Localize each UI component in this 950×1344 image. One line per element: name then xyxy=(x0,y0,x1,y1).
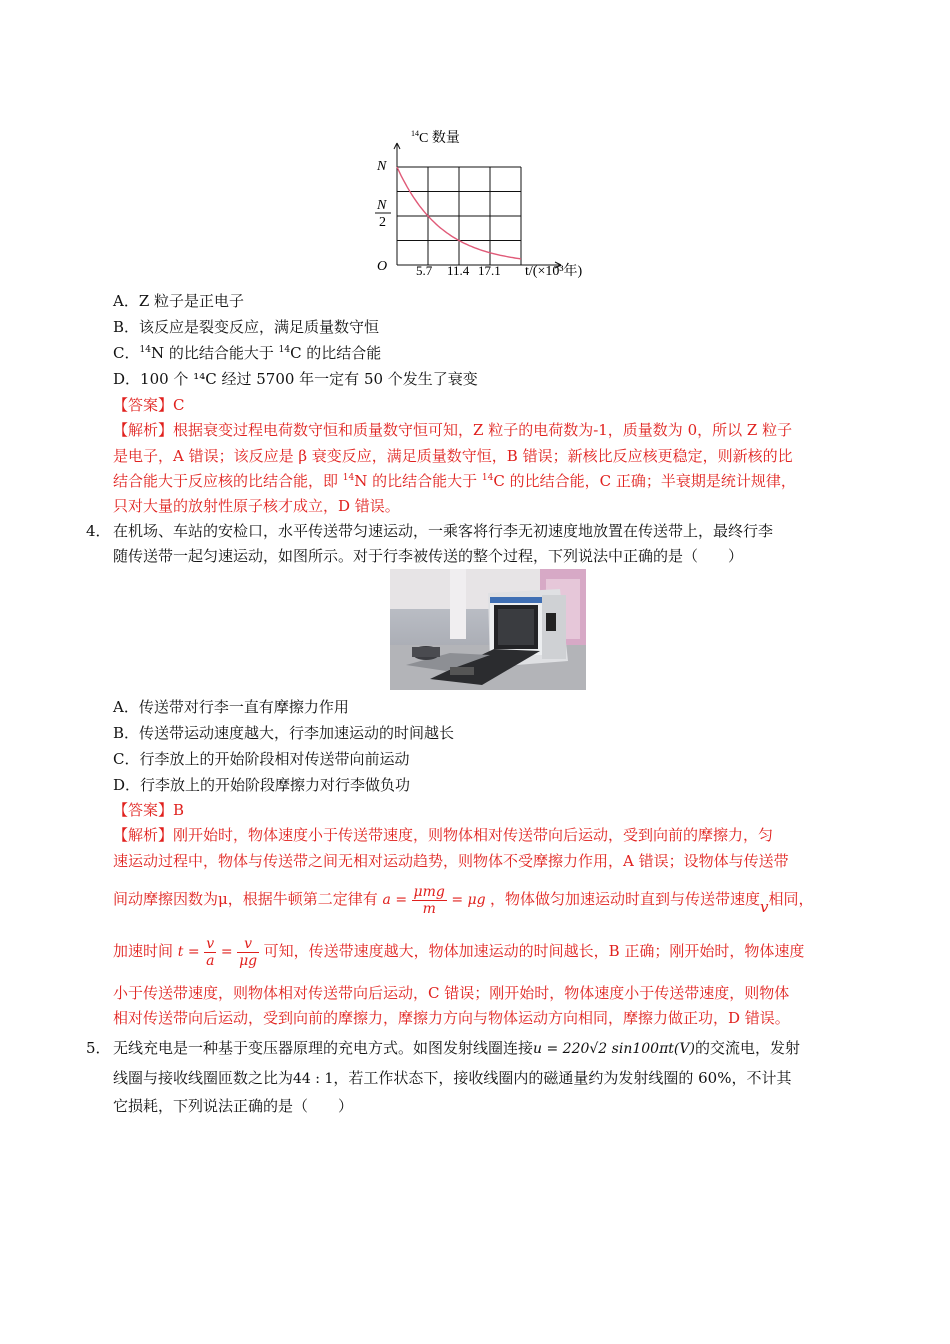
q4-option-d: D．行李放上的开始阶段摩擦力对行李做负功 xyxy=(113,776,411,794)
y-tick-N: N xyxy=(377,159,387,174)
q3-answer: 【答案】C xyxy=(113,396,185,414)
y-tick-half-den: 2 xyxy=(379,215,386,230)
q4-option-a: A．传送带对行李一直有摩擦力作用 xyxy=(113,698,349,716)
q4-stem-line-2: 随传送带一起匀速运动，如图所示。对于行李被传送的整个过程，下列说法中正确的是（ ） xyxy=(113,547,744,565)
c14-decay-chart xyxy=(365,120,625,285)
y-axis-label: $^{14}$C 数量 xyxy=(411,129,460,146)
security-scanner-photo xyxy=(390,569,586,690)
origin-label: O xyxy=(377,259,388,274)
q4-option-b: B．传送带运动速度越大，行李加速运动的时间越长 xyxy=(113,724,455,742)
q4-analysis-line-4: 加速时间 t = $\frac{v}{a}$ = $\frac{v}{\mu g}$ 可知，传送带速度越大，物体加速运动的时间越长，B 正确；刚开始时，物体速度 xyxy=(113,935,805,969)
q3-analysis-line-4: 只对大量的放射性原子核才成立，D 错误。 xyxy=(113,497,400,515)
q3-option-a: A．Z 粒子是正电子 xyxy=(113,292,245,310)
q3-option-d: D．100 个 ¹⁴C 经过 5700 年一定有 50 个发生了衰变 xyxy=(113,370,478,388)
q4-stem-line-1: 在机场、车站的安检口，水平传送带匀速运动，一乘客将行李无初速度地放置在传送带上，最终行李 xyxy=(113,522,774,540)
q3-option-b: B．该反应是裂变反应，满足质量数守恒 xyxy=(113,318,380,336)
q5-stem-line-2: 线圈与接收线圈匝数之比为44 : 1，若工作状态下，接收线圈内的磁通量约为发射线圈的 60%，不计其 xyxy=(113,1069,792,1087)
q4-option-c: C．行李放上的开始阶段相对传送带向前运动 xyxy=(113,750,410,768)
x-tick-label: 5.7 xyxy=(416,263,433,278)
formula-time: t = $\frac{v}{a}$ = $\frac{v}{\mu g}$ xyxy=(177,935,258,969)
q3-analysis-line-3: 结合能大于反应核的比结合能，即 $^{14}$N 的比结合能大于 $^{14}$C 的比结合能，C 正确；半衰期是统计规律， xyxy=(113,472,796,490)
q4-analysis-line-2: 速运动过程中，物体与传送带之间无相对运动趋势，则物体不受摩擦力作用，A 错误；设物体与传送带 xyxy=(113,852,789,870)
q4-analysis-line-3: 间动摩擦因数为μ，根据牛顿第二定律有 a = $\frac{\text{μmg}}{m}$ = μg ，物体做匀加速运动时直到与传送带速度v相同， xyxy=(113,883,814,917)
q4-answer: 【答案】B xyxy=(113,801,185,819)
q4-number: 4． xyxy=(86,522,111,540)
q3-option-c: C．$^{14}$N 的比结合能大于 $^{14}$C 的比结合能 xyxy=(113,344,382,362)
x-tick-labels xyxy=(416,263,501,278)
x-tick-label: 17.1 xyxy=(478,263,501,278)
x-tick-label: 11.4 xyxy=(447,263,470,278)
q4-analysis-line-1: 【解析】刚开始时，物体速度小于传送带速度，则物体相对传送带向后运动，受到向前的摩擦力，匀 xyxy=(113,826,774,844)
q3-analysis-line-1: 【解析】根据衰变过程电荷数守恒和质量数守恒可知，Z 粒子的电荷数为-1，质量数为 0，所以 Z 粒子 xyxy=(113,421,793,439)
q3-analysis-line-2: 是电子，A 错误；该反应是 β 衰变反应，满足质量数守恒，B 错误；新核比反应核更稳定，则新核的比 xyxy=(113,447,793,465)
q5-number: 5． xyxy=(86,1039,111,1057)
q5-turns-ratio: 44 : 1 xyxy=(293,1071,334,1087)
x-axis-label: t/(×10³年) xyxy=(525,264,583,279)
y-tick-half-num: N xyxy=(377,198,387,213)
q5-voltage-formula: u = 220√2 sin100πt(V) xyxy=(533,1041,695,1057)
formula-newton: a = $\frac{\text{μmg}}{m}$ = μg xyxy=(382,883,486,917)
q5-stem-line-1: 无线充电是一种基于变压器原理的充电方式。如图发射线圈连接u = 220√2 sin100πt(V)的交流电，发射 xyxy=(113,1039,800,1057)
q5-stem-line-3: 它损耗，下列说法正确的是（ ） xyxy=(113,1097,354,1115)
q4-analysis-line-5: 小于传送带速度，则物体相对传送带向后运动，C 错误；刚开始时，物体速度小于传送带速度，则物体 xyxy=(113,984,790,1002)
q4-analysis-line-6: 相对传送带向后运动，受到向前的摩擦力，摩擦力方向与物体运动方向相同，摩擦力做正功，D 错误。 xyxy=(113,1009,790,1027)
